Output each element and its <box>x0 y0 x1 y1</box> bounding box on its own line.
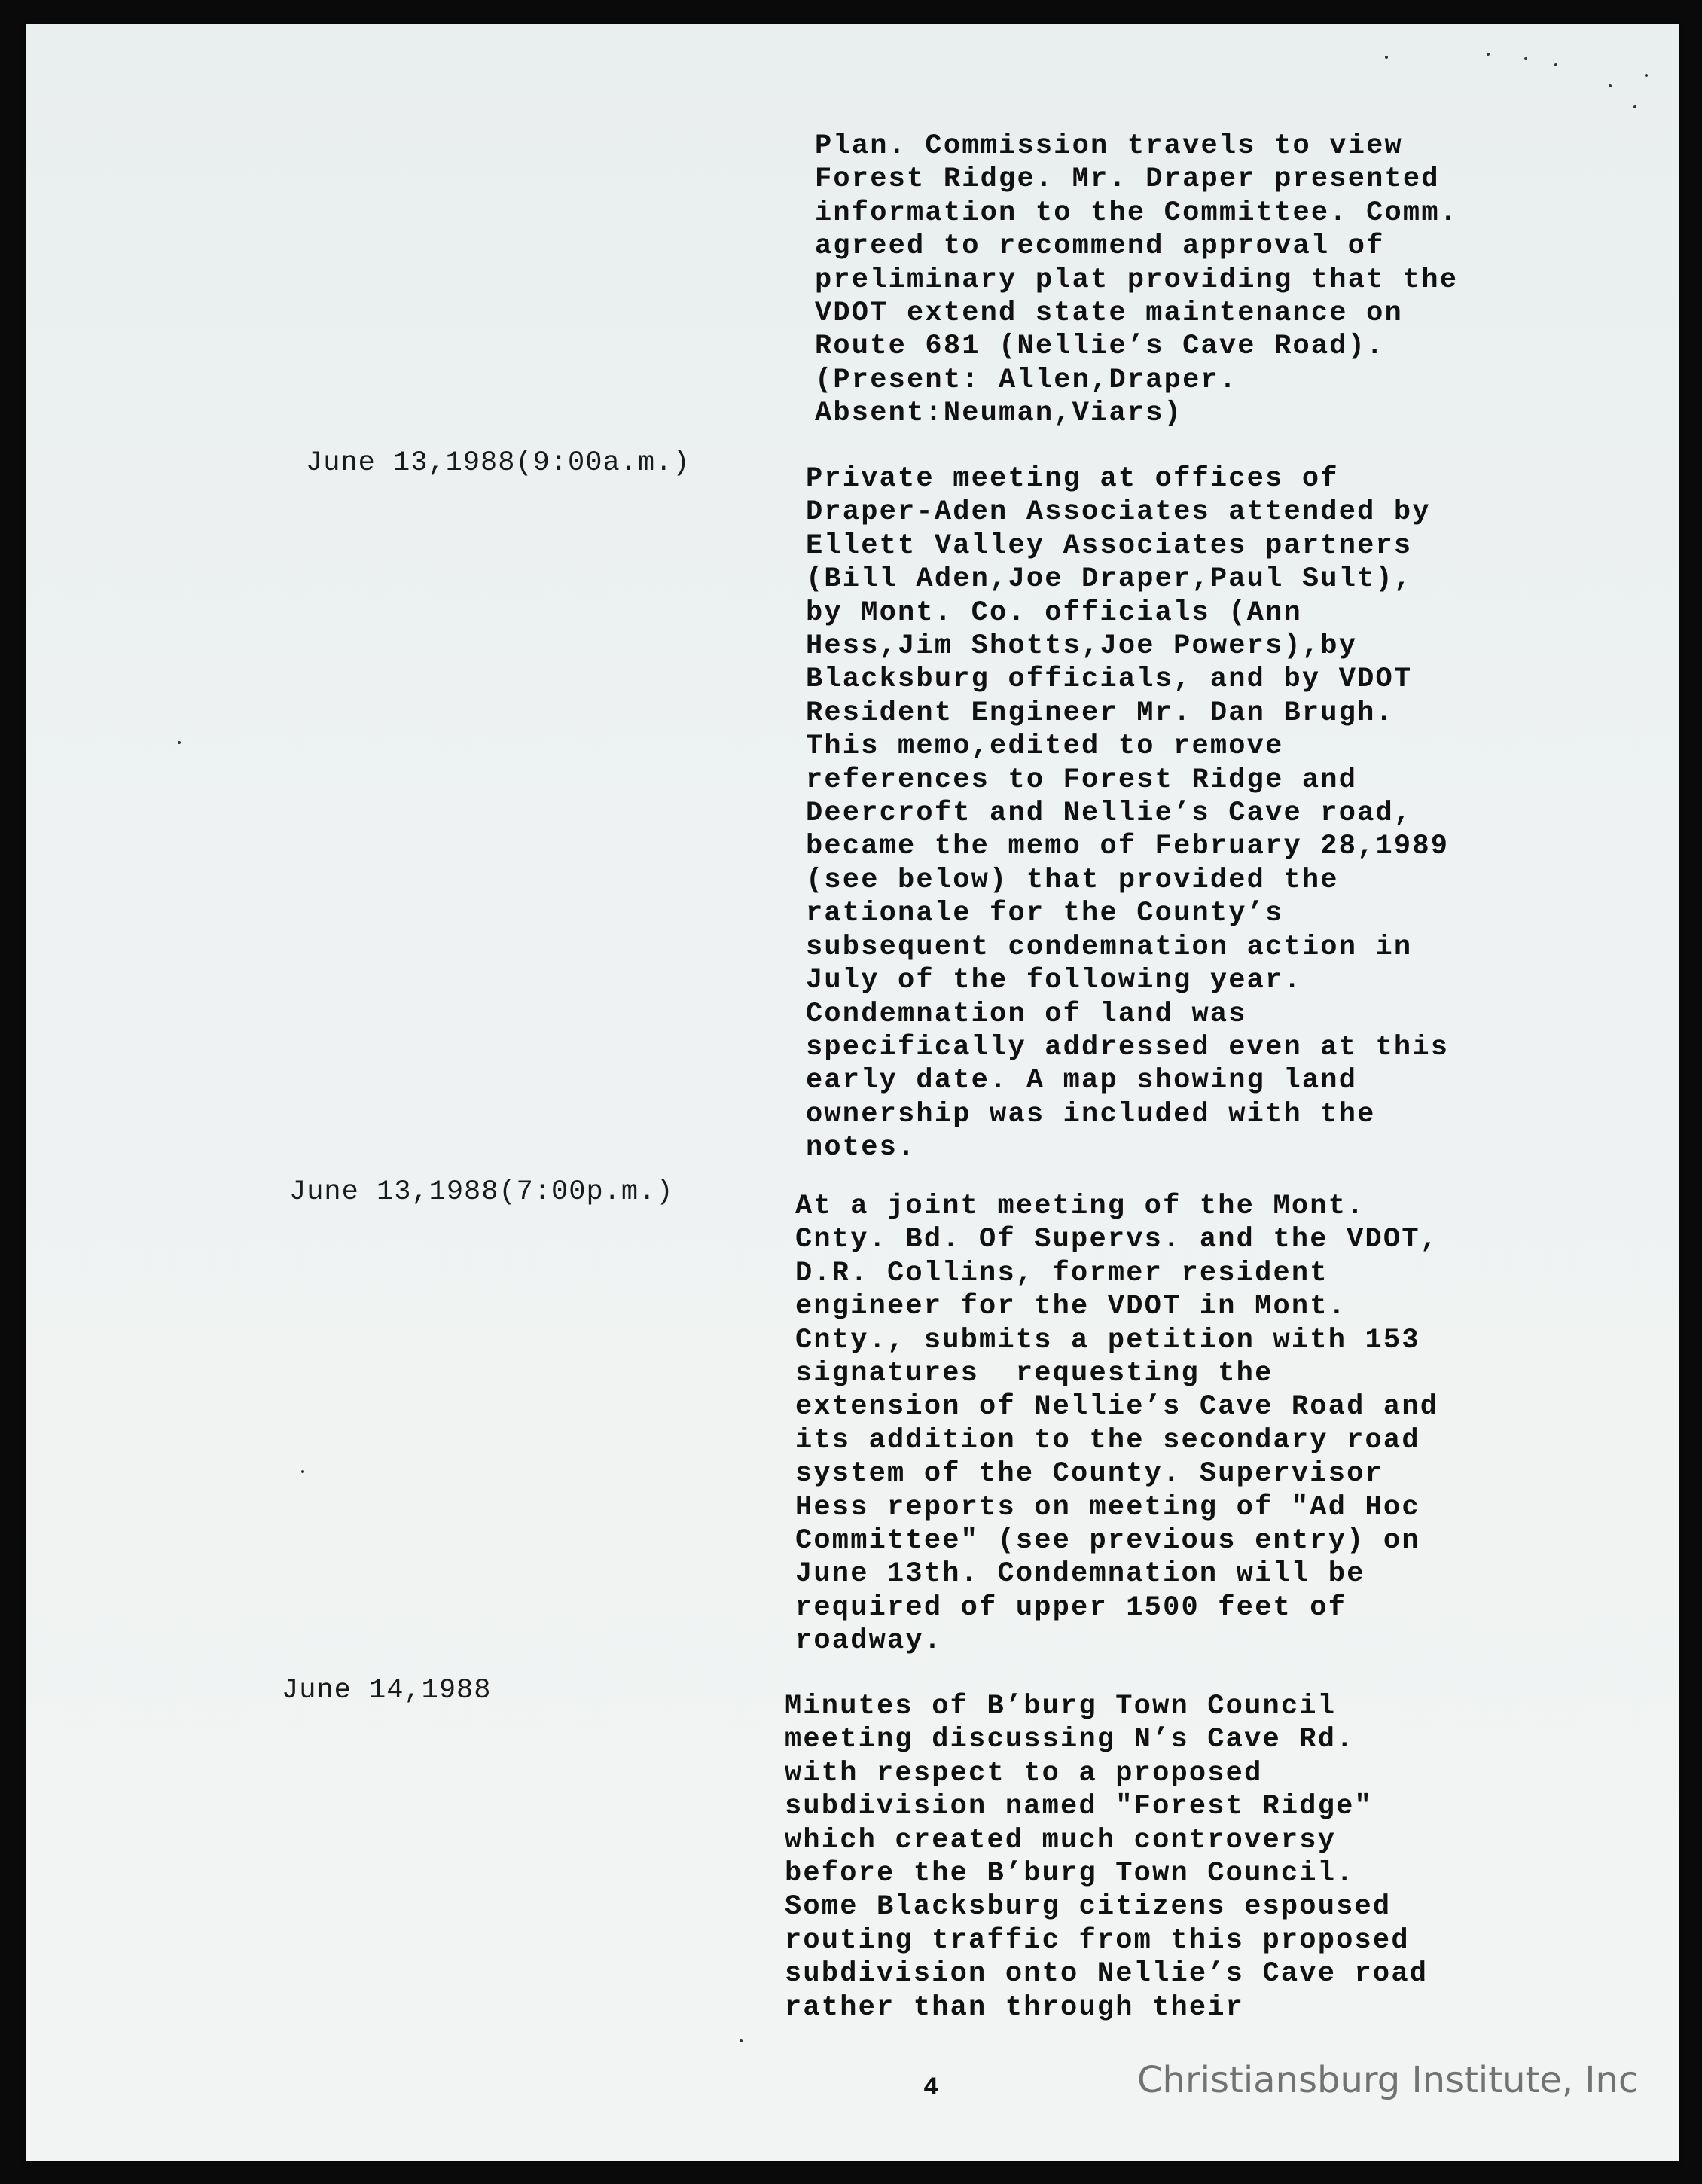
text-line: (see below) that provided the <box>806 864 1339 896</box>
text-line: VDOT extend state maintenance on <box>815 297 1403 330</box>
text-line: its addition to the secondary road <box>795 1424 1420 1457</box>
entry-text <box>795 1190 1438 1658</box>
text-line: Private meeting at offices of <box>806 463 1339 495</box>
text-line: July of the following year. <box>806 965 1302 997</box>
text-line: before the B’burg Town Council. <box>785 1858 1355 1890</box>
speck <box>1609 84 1612 87</box>
text-line: references to Forest Ridge and <box>806 764 1358 796</box>
speck <box>178 741 181 744</box>
text-line: rationale for the County’s <box>806 898 1284 930</box>
entry-date: June 14,1988 <box>282 1675 492 1707</box>
entry-date: June 13,1988(9:00a.m.) <box>306 447 691 479</box>
text-line: routing traffic from this proposed <box>785 1924 1410 1957</box>
text-line: early date. A map showing land <box>806 1065 1358 1097</box>
text-line: agreed to recommend approval of <box>815 230 1385 263</box>
text-line: preliminary plat providing that the <box>815 264 1459 296</box>
text-line: became the memo of February 28,1989 <box>806 831 1450 863</box>
text-line: meeting discussing N’s Cave Rd. <box>785 1724 1355 1756</box>
text-line: Deercroft and Nellie’s Cave road, <box>806 798 1413 830</box>
entry-date: June 13,1988(7:00p.m.) <box>289 1176 674 1208</box>
text-line: by Mont. Co. officials (Ann <box>806 596 1302 629</box>
text-line: roadway. <box>795 1625 943 1658</box>
text-line: This memo,edited to remove <box>806 731 1284 763</box>
text-line: specifically addressed even at this <box>806 1031 1450 1063</box>
speck <box>1554 63 1557 66</box>
text-line: required of upper 1500 feet of <box>795 1591 1347 1624</box>
text-line: Route 681 (Nellie’s Cave Road). <box>815 331 1385 363</box>
text-line: notes. <box>806 1132 917 1164</box>
document-page <box>26 24 1679 2161</box>
text-line: Resident Engineer Mr. Dan Brugh. <box>806 697 1394 729</box>
text-line: D.R. Collins, former resident <box>795 1257 1328 1289</box>
entry-text <box>815 130 1458 431</box>
text-line: information to the Committee. Comm. <box>815 197 1459 229</box>
text-line: Cnty. Bd. Of Supervs. and the VDOT, <box>795 1224 1439 1256</box>
watermark: Christiansburg Institute, Inc <box>1137 2059 1639 2101</box>
text-line: Blacksburg officials, and by VDOT <box>806 663 1413 696</box>
text-line: June 13th. Condemnation will be <box>795 1558 1365 1591</box>
speck <box>1633 105 1636 108</box>
text-line: subdivision named "Forest Ridge" <box>785 1791 1373 1823</box>
speck <box>1487 53 1490 56</box>
text-line: which created much controversy <box>785 1824 1337 1856</box>
text-line: (Bill Aden,Joe Draper,Paul Sult), <box>806 563 1413 596</box>
text-line: signatures requesting the <box>795 1358 1273 1390</box>
speck <box>301 1470 304 1473</box>
text-line: with respect to a proposed <box>785 1757 1263 1789</box>
text-line: Forest Ridge. Mr. Draper presented <box>815 163 1440 196</box>
text-line: rather than through their <box>785 1991 1245 2024</box>
entry-text <box>785 1690 1428 2024</box>
text-line: engineer for the VDOT in Mont. <box>795 1291 1347 1323</box>
text-line: At a joint meeting of the Mont. <box>795 1191 1365 1222</box>
text-line: Plan. Commission travels to view <box>815 130 1403 162</box>
text-line: ownership was included with the <box>806 1098 1376 1130</box>
text-line: Hess,Jim Shotts,Joe Powers),by <box>806 630 1358 663</box>
text-line: Absent:Neuman,Viars) <box>815 398 1183 430</box>
speck <box>740 2039 743 2042</box>
text-line: Ellett Valley Associates partners <box>806 529 1413 562</box>
text-line: Minutes of B’burg Town Council <box>785 1691 1337 1722</box>
entry-text <box>806 462 1449 1165</box>
speck <box>1385 56 1388 59</box>
text-line: (Present: Allen,Draper. <box>815 364 1238 396</box>
text-line: extension of Nellie’s Cave Road and <box>795 1391 1439 1423</box>
text-line: system of the County. Supervisor <box>795 1458 1383 1490</box>
text-line: subsequent condemnation action in <box>806 931 1413 963</box>
text-line: Condemnation of land was <box>806 998 1247 1030</box>
text-line: Cnty., submits a petition with 153 <box>795 1324 1420 1356</box>
text-line: Committee" (see previous entry) on <box>795 1525 1420 1557</box>
speck <box>1524 57 1527 60</box>
speck <box>1645 74 1648 77</box>
page-number: 4 <box>923 2074 939 2103</box>
text-line: Some Blacksburg citizens espoused <box>785 1891 1392 1923</box>
text-line: subdivision onto Nellie’s Cave road <box>785 1958 1429 1990</box>
text-line: Draper-Aden Associates attended by <box>806 496 1431 529</box>
text-line: Hess reports on meeting of "Ad Hoc <box>795 1491 1420 1524</box>
